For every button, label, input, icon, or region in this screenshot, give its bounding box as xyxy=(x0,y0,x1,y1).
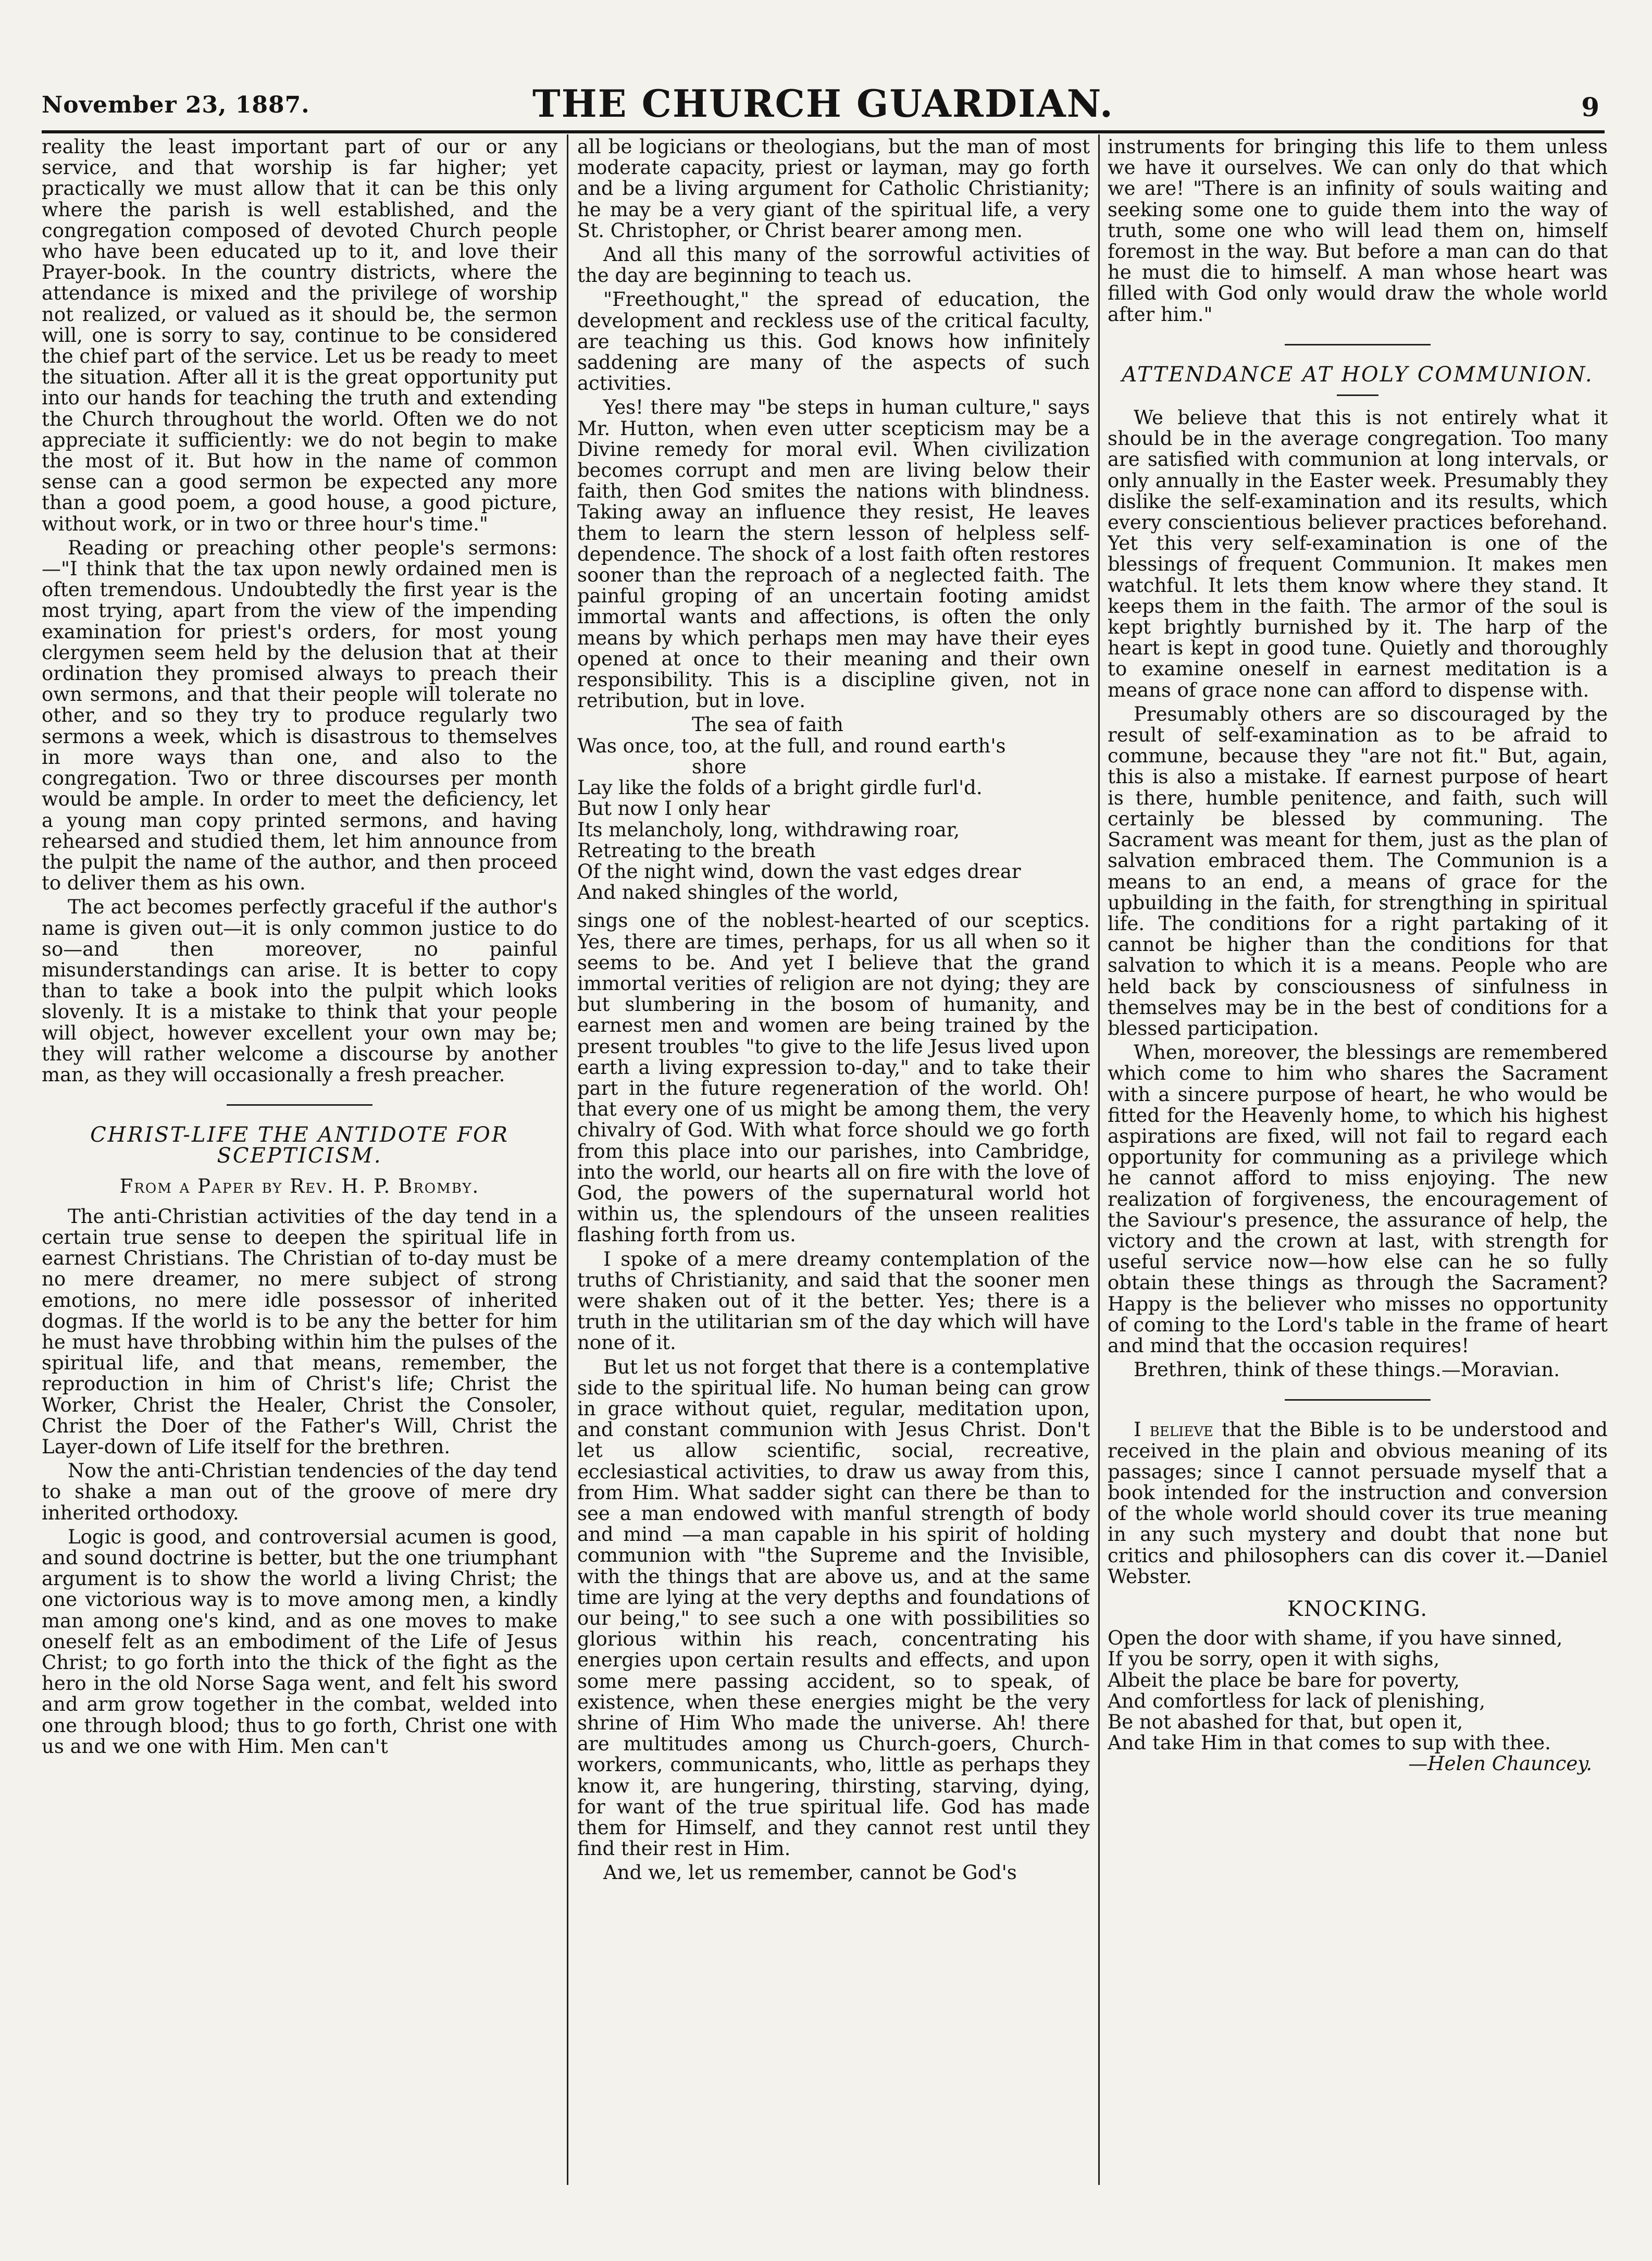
paragraph: sings one of the noblest-hearted of our sceptics. Yes, there are times, perhaps, for us all when so it seems to be. And yet I believe that the grand immortal verities of religion are not dying; they are but slumbering in the bosom of humanity, and earnest men and women are being trained by the present troubles "to give to the life Jesus lived upon earth a living expression to-day," and to take their part in the future regeneration of the world. Oh! that every one of us might be among them, the very chivalry of God. With what force should we go forth from this place into our parishes, into Cambridge, into the world, our hearts all on fire with the love of God, the powers of the supernatural world hot within us, the splendours of the unseen realities flashing forth from us. xyxy=(577,909,1090,1246)
paragraph: Brethren, think of these things.—Moravian. xyxy=(1134,1358,1560,1381)
poem-line: Be not abashed for that, but open it, xyxy=(1108,1711,1463,1734)
verse-quote xyxy=(577,714,1090,903)
paragraph: The anti-Christian activities of the day tend in a certain true sense to deepen the spiritual life in earnest Christians. The Christian of to-day must be no mere dreamer, no mere subject of strong emotions, no mere idle possessor of inherited dogmas. If the world is to be any the better for him he must have throbbing within him the pulses of the spiritual life, and that means, remember, the reproduction in him of Christ's life; Christ the Worker, Christ the Healer, Christ the Consoler, Christ the Doer of the Father's Will, Christ the Layer-down of Life itself for the brethren. xyxy=(42,1205,557,1458)
article-heading: CHRIST-LIFE THE ANTIDOTE FOR SCEPTICISM. xyxy=(90,1123,509,1168)
lead-in: I believe xyxy=(1134,1418,1213,1441)
section-divider xyxy=(1285,1399,1431,1401)
paragraph: Logic is good, and controversial acumen is good, and sound doctrine is better, but the one triumphant argument is to show the world a living Christ; the one victorious way is to move among men, a kindly man among one's kind, and as one moves to make oneself felt as an embodiment of the Life of Jesus Christ; to go forth into the thick of the fight as the hero in the old Norse Saga went, and felt his sword and arm grow together in the combat, welded into one through blood; thus to go forth, Christ one with us and we one with Him. Men can't xyxy=(42,1525,557,1758)
verse-line: Lay like the folds of a bright girdle furl'd. xyxy=(577,776,983,799)
poem-line: Albeit the place be bare for poverty, xyxy=(1108,1669,1460,1691)
issue-date: November 23, 1887. xyxy=(42,92,310,118)
article-heading: ATTENDANCE AT HOLY COMMUNION. xyxy=(1122,362,1594,387)
paragraph: Reading or preaching other people's sermons: —"I think that the tax upon newly ordained men is often tremendous. Undoubtedly the first year is the most trying, apart from the view of the impending examination for priest's orders, for most young clergymen seem held by the delusion that at their ordination they promised always to preach their own sermons, and that their people will tolerate no other, and so they try to produce regularly two sermons a week, which is disastrous to themselves in more ways than one, and also to the congregation. Two or three discourses per month would be ample. In order to meet the deficiency, let a young man copy printed sermons, and having rehearsed and studied them, let him announce from the pulpit the name of the author, and then proceed to deliver them as his own. xyxy=(42,536,557,895)
poem-heading: KNOCKING. xyxy=(1287,1597,1429,1621)
column-2 xyxy=(577,137,1090,2184)
paragraph: instruments for bringing this life to them unless we have it ourselves. We can only do that which we are! "There is an infinity of souls waiting and seeking some one to guide them into the way of truth, some one who will lead them on, himself foremost in the way. But before a man can do that he must die to himself. A man whose heart was filled with God only would draw the whole world after him." xyxy=(1108,137,1608,326)
poem-signature: —Helen Chauncey. xyxy=(1408,1752,1592,1775)
poem-line: Open the door with shame, if you have sinned, xyxy=(1108,1627,1563,1650)
verse-line: But now I only hear xyxy=(577,797,770,820)
paragraph: "Freethought," the spread of education, the development and reckless use of the critical faculty, are teaching us this. God knows how infinitely saddening are many of the aspects of such activities. xyxy=(577,288,1090,395)
verse-line: Its melancholy, long, withdrawing roar, xyxy=(577,818,960,841)
column-1 xyxy=(42,137,557,2184)
heading-underline xyxy=(1337,394,1378,396)
column-rule xyxy=(1098,134,1100,2185)
paragraph: all be logicians or theologians, but the man of most moderate capacity, priest or layman, may go forth and be a living argument for Catholic Christianity; he may be a very giant of the spiritual life, a very St. Christopher, or Christ bearer among men. xyxy=(577,137,1090,242)
page-number: 9 xyxy=(1581,92,1599,122)
article-byline: From a Paper by Rev. H. P. Bromby. xyxy=(119,1175,480,1197)
verse-line: The sea of faith xyxy=(692,713,843,736)
verse-line: shore xyxy=(692,755,747,778)
paragraph: The act becomes perfectly graceful if the author's name is given out—it is only common justice to do so—and then moreover, no painful misunderstandings can arise. It is better to copy than to take a book into the pulpit which looks slovenly. It is a mistake to think that your people will object, however excellent your own may be; they will rather welcome a discourse by another man, as they will occasionally a fresh preacher. xyxy=(42,896,557,1086)
paragraph-text: that the Bible is to be understood and received in the plain and obvious meaning of its passages; since I cannot persuade myself that a book intended for the instruction and conversion of the whole world should cover its true meaning in any such mystery and doubt that none but critics and philosophers can dis cover it.—Daniel Webster. xyxy=(1108,1418,1608,1588)
paragraph: reality the least important part of our or any service, and that worship is far higher; yet practically we must allow that it can be this only where the parish is well established, and the congregation composed of devoted Church people who have been educated up to it, and love their Prayer-book. In the country districts, where the attendance is mixed and the privilege of worship not realized, or valued as it should be, the sermon will, one is sorry to say, continue to be considered the chief part of the service. Let us be ready to meet the situation. After all it is the great opportunity put into our hands for teaching the truth and extending the Church throughout the world. Often we do not appreciate it sufficiently: we do not begin to make the most of it. But how in the name of common sense can a good sermon be expected any more than a good poem, a good house, a good picture, without work, or in two or three hour's time." xyxy=(42,137,557,535)
paragraph: We believe that this is not entirely what it should be in the average congregation. Too many are satisfied with communion at long intervals, or only annually in the Easter week. Presumably they dislike the self-examination and its results, which every conscientious believer practices beforehand. Yet this very self-examination is one of the blessings of frequent Communion. It makes men watchful. It lets them know where they stand. It keeps them in the faith. The armor of the soul is kept brightly burnished by it. The harp of the heart is kept in good tune. Quietly and thoroughly to examine oneself in earnest meditation is a means of grace none can afford to dispense with. xyxy=(1108,406,1608,701)
newspaper-title: THE CHURCH GUARDIAN. xyxy=(532,81,1114,126)
section-divider xyxy=(227,1104,372,1106)
poem-line: If you be sorry, open it with sighs, xyxy=(1108,1648,1440,1671)
paragraph: Presumably others are so discouraged by the result of self-examination as to be afraid to commune, because they "are not fit." But, again, this is also a mistake. If earnest purpose of heart is there, humble penitence, and faith, such will certainly be blessed by communing. The Sacrament was meant for them, just as the plan of salvation embraced them. The Communion is a means to an end, a means of grace for the upbuilding in the faith, for strengthing in spiritual life. The conditions for a right partaking of it cannot be higher than the conditions for that salvation to which it is a means. People who are held back by consciousness of sinfulness in themselves may be in the best of conditions for a blessed participation. xyxy=(1108,702,1608,1040)
verse-line: And naked shingles of the world, xyxy=(577,881,899,904)
column-rule xyxy=(567,134,568,2185)
verse-line: Of the night wind, down the vast edges drear xyxy=(577,860,1021,883)
paragraph: But let us not forget that there is a contemplative side to the spiritual life. No human being can grow in grace without quiet, regular, meditation upon, and constant communion with Jesus Christ. Don't let us allow scientific, social, recreative, ecclesiastical activities, to draw us away from this, from Him. What sadder sight can there be than to see a man endowed with manful strength of body and mind —a man capable in his spirit of holding communion with "the Supreme and the Invisible, with the things that are above us, and at the same time are lying at the very depths and foundations of our being," to see such a one with possibilities so glorious within his reach, concentrating his energies upon certain results and effects, and upon some mere passing accident, so to speak, of existence, when these energies might be the very shrine of Him Who made the universe. Ah! there are multitudes among us Church-goers, Church-workers, communicants, who, little as perhaps they know it, are hungering, thirsting, starving, dying, for want of the true spiritual life. God has made them for Himself, and they cannot rest until they find their rest in Him. xyxy=(577,1355,1090,1860)
paragraph xyxy=(1108,1419,1608,1587)
paragraph: Now the anti-Christian tendencies of the day tend to shake a man out of the groove of mere dry inherited orthodoxy. xyxy=(42,1460,557,1524)
poem-line: And take Him in that comes to sup with thee. xyxy=(1108,1732,1551,1755)
masthead xyxy=(42,81,1605,133)
verse-line: Was once, too, at the full, and round earth's xyxy=(577,734,1006,757)
paragraph: And we, let us remember, cannot be God's xyxy=(603,1861,1017,1884)
paragraph: And all this many of the sorrowful activities of the day are beginning to teach us. xyxy=(577,243,1090,287)
paragraph: Yes! there may "be steps in human culture," says Mr. Hutton, when even utter scepticism may be a Divine remedy for moral evil. When civilization becomes corrupt and men are living below their faith, then God smites the nations with blindness. Taking away an influence they resist, He leaves them to learn the stern lesson of helpless self-dependence. The shock of a lost faith often restores sooner than the reproach of a neglected faith. The painful groping of an uncertain footing amidst immortal wants and affections, is often the only means by which perhaps men may have their eyes opened at once to their meaning and their own responsibility. This is a discipline given, not in retribution, but in love. xyxy=(577,396,1090,712)
verse-line: Retreating to the breath xyxy=(577,839,816,862)
poem xyxy=(1108,1628,1608,1774)
poem-line: And comfortless for lack of plenishing, xyxy=(1108,1689,1486,1712)
section-divider xyxy=(1285,344,1431,345)
column-3 xyxy=(1108,137,1608,2184)
paragraph: I spoke of a mere dreamy contemplation of the truths of Christianity, and said that the sooner men were shaken out of it the better. Yes; there is a truth in the utilitarian sm of the day which will have none of it. xyxy=(577,1247,1090,1354)
paragraph: When, moreover, the blessings are remembered which come to him who shares the Sacrament with a sincere purpose of heart, he who would be fitted for the Heavenly home, to which his highest aspirations are fixed, will not fail to regard each opportunity for communing as a privilege which he cannot afford to miss enjoying. The new realization of forgiveness, the encouragement of the Saviour's presence, the assurance of help, the victory and the crown at last, with strength for useful service now—how else can he so fully obtain these things as through the Sacrament? Happy is the believer who misses no opportunity of coming to the Lord's table in the frame of heart and mind that the occasion requires! xyxy=(1108,1041,1608,1357)
